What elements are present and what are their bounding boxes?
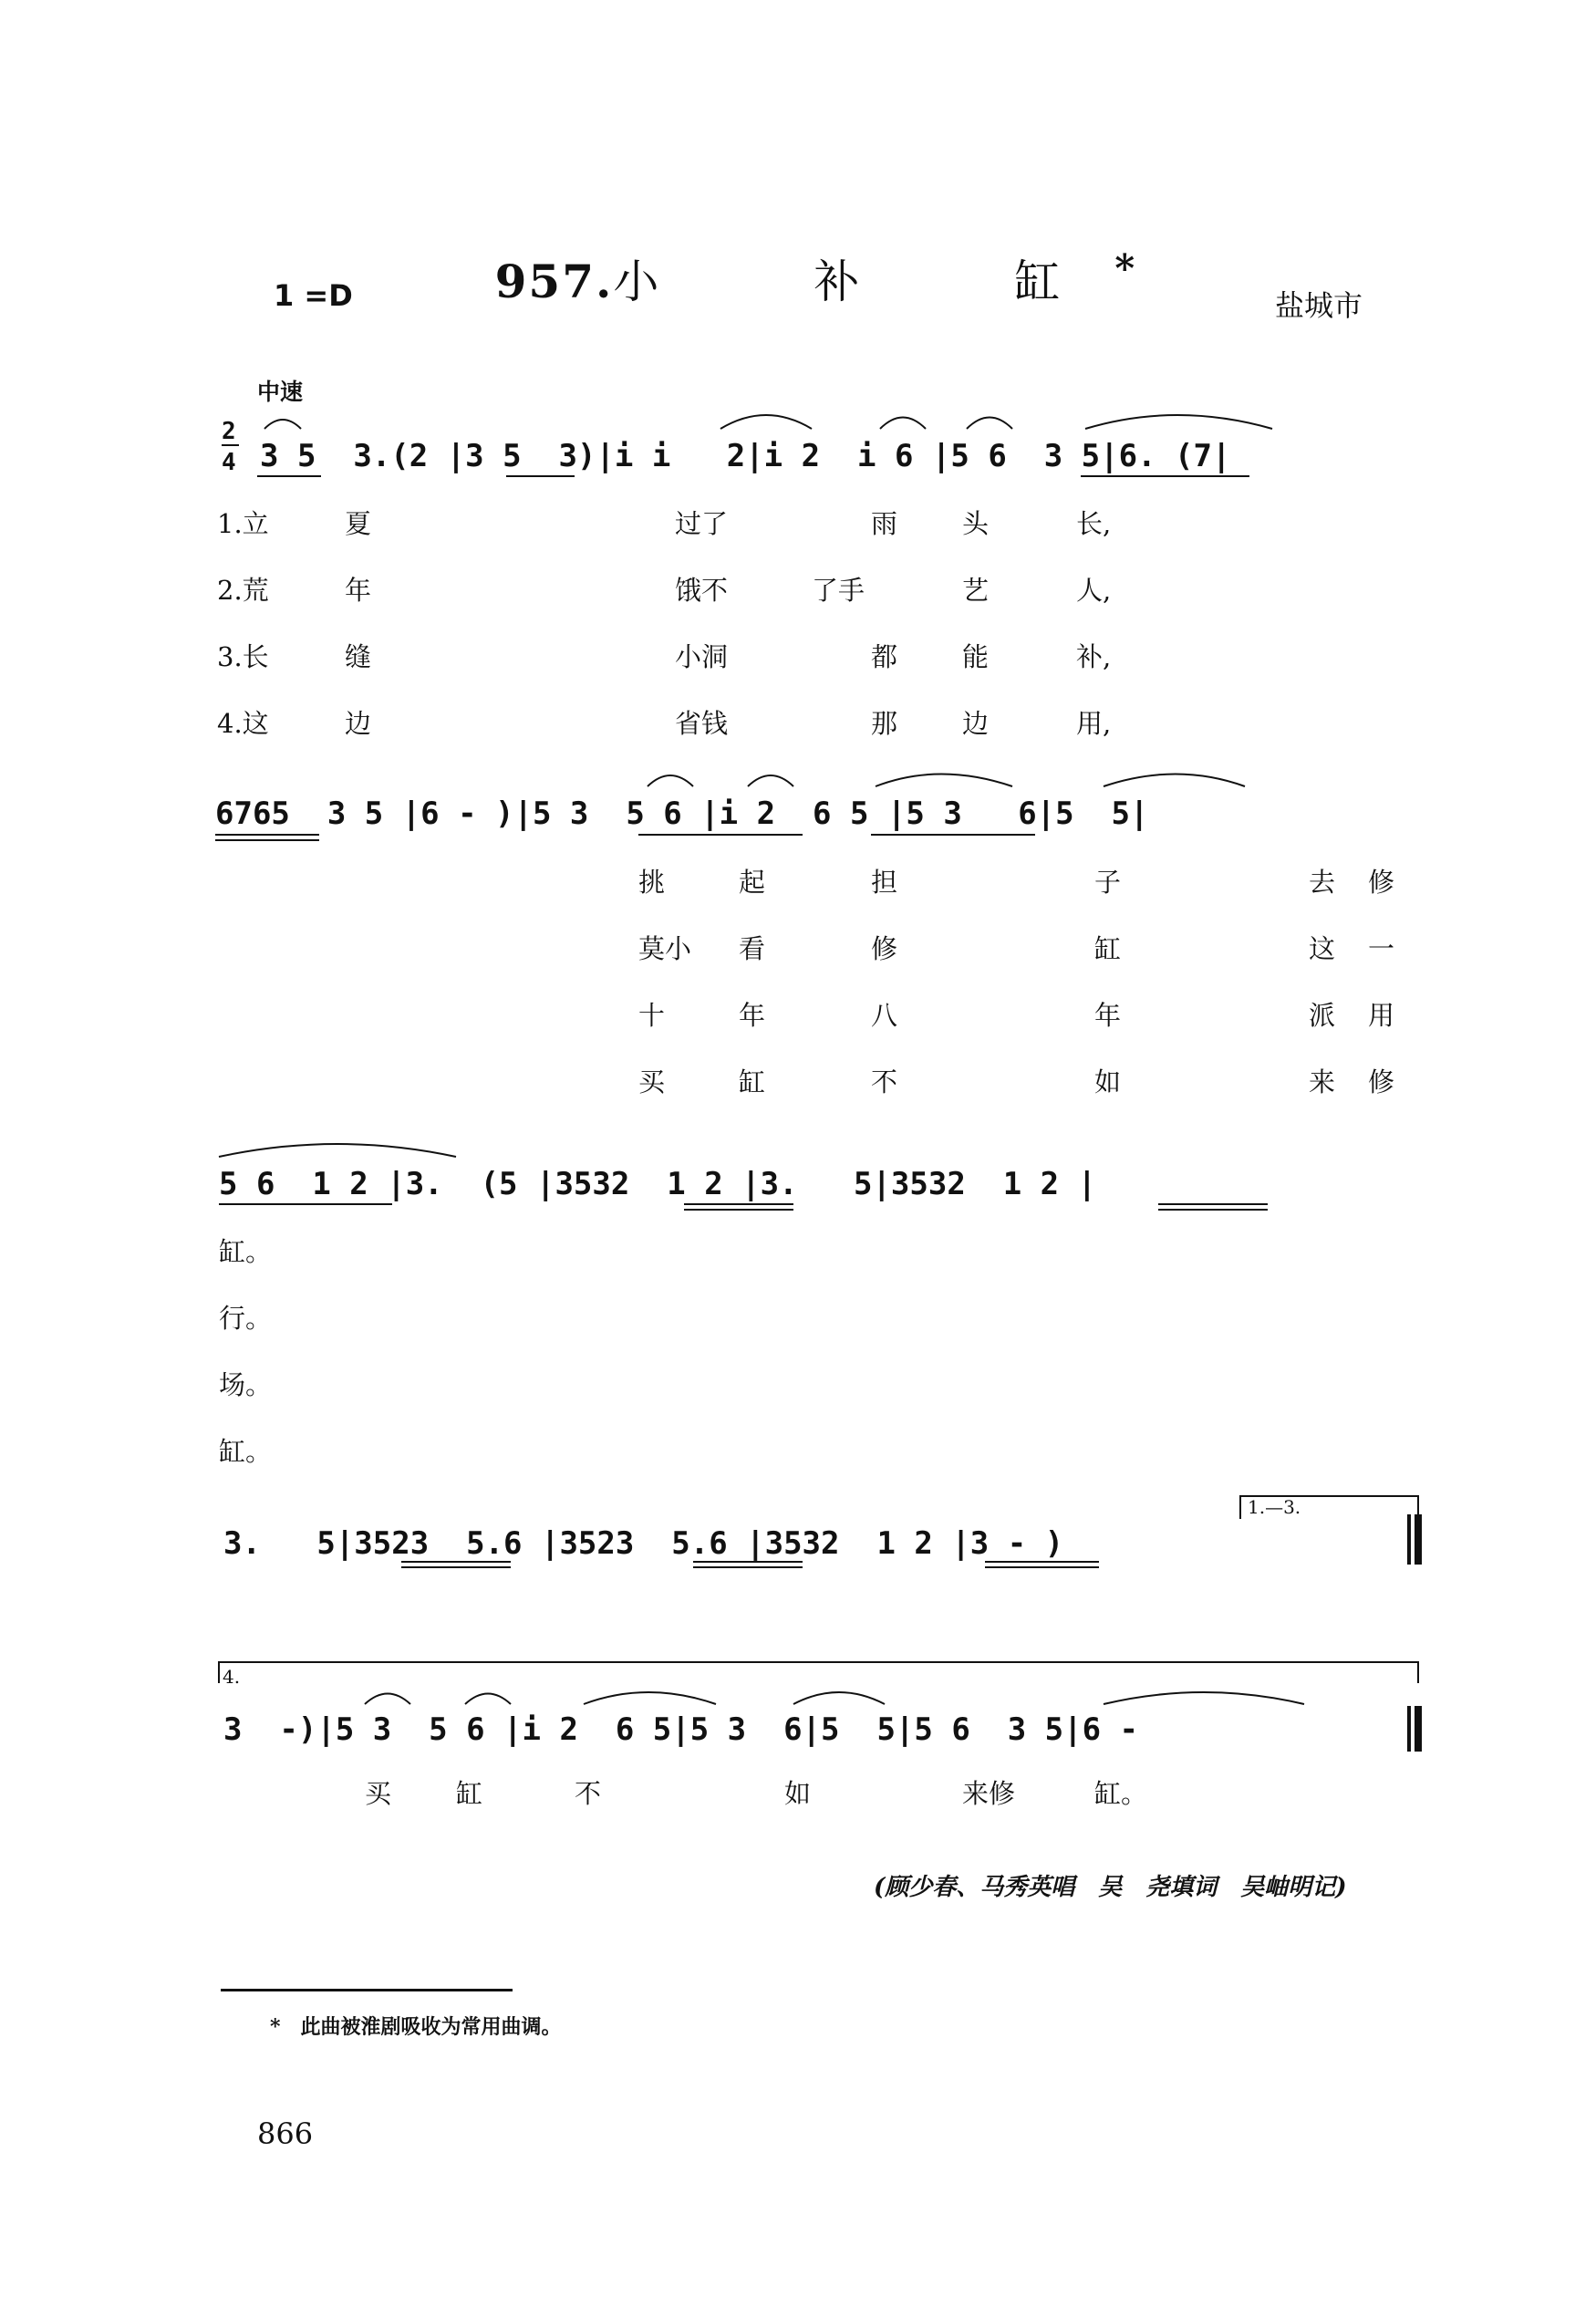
song-number: 957. xyxy=(494,255,614,308)
s3-verse4: 缸。 xyxy=(219,1436,273,1467)
verse1-lyric-5: 头 xyxy=(962,508,990,539)
verse2-lyric-2: 年 xyxy=(345,575,372,606)
s5-lyric-5: 来修 xyxy=(962,1778,1016,1809)
verse1-lyric-1: 1.立 xyxy=(217,508,269,539)
verse2-lyric-1: 2.荒 xyxy=(217,575,269,606)
verse3-lyric-3: 小洞 xyxy=(675,641,729,672)
s2-v2-lyric-6: 一 xyxy=(1368,933,1395,964)
verse4-lyric-4: 那 xyxy=(871,708,898,739)
s2-v4-lyric-3: 不 xyxy=(871,1066,898,1097)
verse3-lyric-2: 缝 xyxy=(345,641,372,672)
system2-notes: 6765 3 5 |6 - )|5 3 5 6 |i 2 6 5 |5 3 6|5 5| xyxy=(215,795,1149,832)
verse4-lyric-2: 边 xyxy=(345,708,372,739)
verse1-lyric-2: 夏 xyxy=(345,508,372,539)
time-signature-bottom: 4 xyxy=(222,449,236,476)
s2-v4-lyric-6: 修 xyxy=(1368,1066,1395,1097)
system1-notes: 3 5 3.(2 |3 5 3)|i i 2|i 2 i 6 |5 6 3 5|6. (7| xyxy=(260,438,1231,474)
s2-v3-lyric-1: 十 xyxy=(638,1000,666,1031)
s2-v1-lyric-5: 去 xyxy=(1309,867,1336,898)
s2-v2-lyric-3: 修 xyxy=(871,933,898,964)
s5-lyric-4: 如 xyxy=(784,1778,812,1809)
song-name: 小 补 缸 xyxy=(613,255,1115,308)
verse2-lyric-3: 饿不 xyxy=(675,575,729,606)
footnote-divider xyxy=(221,1989,513,1991)
s2-v4-lyric-2: 缸 xyxy=(739,1066,766,1097)
verse3-lyric-1: 3.长 xyxy=(217,641,269,672)
s2-v1-lyric-3: 担 xyxy=(871,867,898,898)
s2-v1-lyric-1: 挑 xyxy=(638,867,666,898)
verse1-lyric-4: 雨 xyxy=(871,508,898,539)
s2-v1-lyric-4: 子 xyxy=(1094,867,1122,898)
s2-v3-lyric-3: 八 xyxy=(871,1000,898,1031)
s3-verse1: 缸。 xyxy=(219,1236,273,1267)
verse4-lyric-3: 省钱 xyxy=(675,708,729,739)
s2-v4-lyric-5: 来 xyxy=(1309,1066,1336,1097)
verse4-lyric-6: 用, xyxy=(1076,708,1112,739)
verse2-lyric-6: 人, xyxy=(1076,575,1112,606)
volta-1-3-label: 1.—3. xyxy=(1248,1496,1301,1518)
system4-notes: 3. 5|3523 5.6 |3523 5.6 |3532 1 2 |3 - ) xyxy=(223,1525,1064,1562)
s2-v2-lyric-2: 看 xyxy=(739,933,766,964)
s2-v4-lyric-4: 如 xyxy=(1094,1066,1122,1097)
s3-verse3: 场。 xyxy=(219,1369,273,1400)
s5-lyric-3: 不 xyxy=(575,1778,602,1809)
s2-v1-lyric-6: 修 xyxy=(1368,867,1395,898)
s2-v2-lyric-1: 莫小 xyxy=(638,933,692,964)
system3-notes: 5 6 1 2 |3. (5 |3532 1 2 |3. 5|3532 1 2 | xyxy=(219,1166,1097,1202)
s2-v3-lyric-6: 用 xyxy=(1368,1000,1395,1031)
verse3-lyric-5: 能 xyxy=(962,641,990,672)
s2-v3-lyric-4: 年 xyxy=(1094,1000,1122,1031)
s2-v3-lyric-5: 派 xyxy=(1309,1000,1336,1031)
s5-lyric-6: 缸。 xyxy=(1094,1778,1148,1809)
footnote-marker: * xyxy=(1114,245,1137,291)
volta-4-label: 4. xyxy=(223,1666,241,1688)
verse1-lyric-3: 过了 xyxy=(675,508,729,539)
system5-notes: 3 -)|5 3 5 6 |i 2 6 5|5 3 6|5 5|5 6 3 5|6 - xyxy=(223,1711,1139,1748)
verse4-lyric-5: 边 xyxy=(962,708,990,739)
footnote: * 此曲被淮剧吸收为常用曲调。 xyxy=(270,2015,562,2039)
s2-v4-lyric-1: 买 xyxy=(638,1066,666,1097)
verse2-lyric-4: 了手 xyxy=(812,575,865,606)
verse3-lyric-4: 都 xyxy=(871,641,898,672)
s2-v2-lyric-5: 这 xyxy=(1309,933,1336,964)
origin-location: 盐城市 xyxy=(1275,288,1363,323)
key-signature: 1 =D xyxy=(274,278,353,313)
s2-v1-lyric-2: 起 xyxy=(739,867,766,898)
verse4-lyric-1: 4.这 xyxy=(217,708,269,739)
tempo-marking: 中速 xyxy=(257,379,304,405)
s5-lyric-1: 买 xyxy=(365,1778,392,1809)
credits: (顾少春、马秀英唱 吴 尧填词 吴岫明记) xyxy=(874,1874,1347,1901)
verse2-lyric-5: 艺 xyxy=(962,575,990,606)
verse3-lyric-6: 补, xyxy=(1076,641,1112,672)
s5-lyric-2: 缸 xyxy=(456,1778,483,1809)
s2-v2-lyric-4: 缸 xyxy=(1094,933,1122,964)
time-signature-top: 2 xyxy=(222,418,236,445)
verse1-lyric-6: 长, xyxy=(1076,508,1112,539)
s2-v3-lyric-2: 年 xyxy=(739,1000,766,1031)
page-number: 866 xyxy=(257,2116,314,2151)
s3-verse2: 行。 xyxy=(219,1303,273,1334)
